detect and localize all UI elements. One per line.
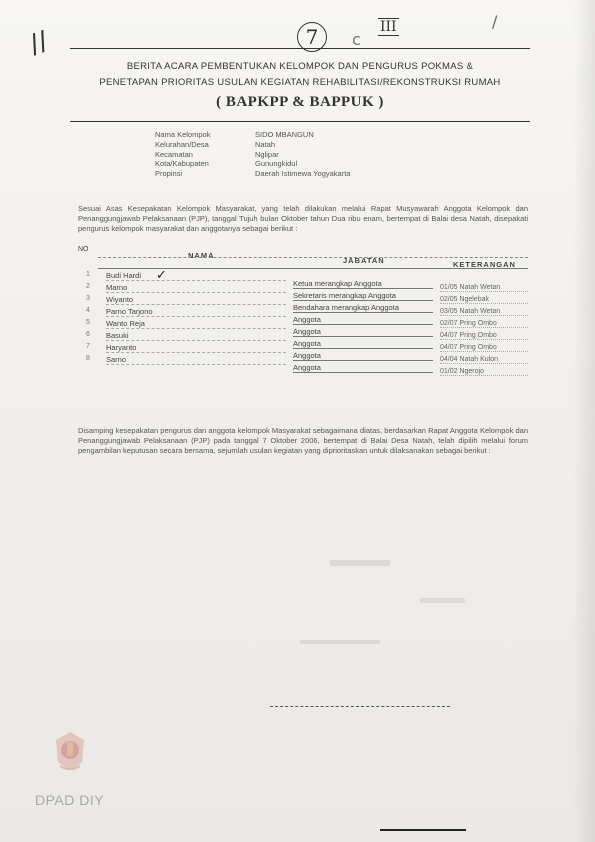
header-position: JABATAN: [343, 256, 385, 265]
info-row: [155, 130, 455, 140]
emblem-icon: [50, 728, 90, 778]
info-row: [155, 159, 455, 169]
row-number: 1: [86, 271, 90, 278]
archive-watermark: DPAD DIY: [35, 792, 105, 808]
faint-smudge: [330, 560, 390, 566]
member-remarks: 01/02 Ngerojo: [440, 368, 528, 376]
document-header: [70, 48, 530, 122]
page-edge-shadow: [573, 0, 595, 842]
row-number: 2: [86, 283, 90, 290]
row-number: 3: [86, 295, 90, 302]
faint-divider-line: [270, 706, 450, 707]
member-name: Wanto Reja: [106, 319, 286, 329]
header-name: NAMA: [188, 251, 215, 260]
info-value: Daerah Istimewa Yogyakarta: [255, 169, 351, 179]
info-value: Gunungkidul: [255, 159, 298, 169]
member-position: Anggota: [293, 363, 433, 373]
row-number: 4: [86, 307, 90, 314]
info-label: Kecamatan: [155, 149, 193, 159]
member-name: Basuki: [106, 331, 286, 341]
info-label: Kelurahan/Desa: [155, 139, 209, 149]
member-remarks: 04/07 Pring Ombo: [440, 344, 528, 352]
member-position: Anggota: [293, 327, 433, 337]
bottom-edge-mark: [380, 829, 466, 831]
row-number: 7: [86, 343, 90, 350]
info-row: [155, 140, 455, 150]
title-line-1: BERITA ACARA PEMBENTUKAN KELOMPOK DAN PENGURUS POKMAS &: [126, 61, 474, 72]
member-name: Marno: [106, 283, 286, 293]
handwritten-slash-mark: //: [25, 25, 53, 61]
member-name: Budi Hardi: [106, 271, 286, 281]
row-number: 8: [86, 355, 90, 362]
info-row: [155, 150, 455, 160]
member-position: Bendahara merangkap Anggota: [293, 303, 433, 313]
info-label: Kota/Kabupaten: [155, 159, 209, 169]
archive-logo: [50, 728, 90, 778]
member-position: Anggota: [293, 315, 433, 325]
member-name: Haryanto: [106, 343, 286, 353]
info-value: Nglipar: [255, 149, 279, 159]
table-row: [78, 355, 528, 375]
info-label: Propinsi: [155, 169, 183, 179]
member-name: Sarno: [106, 355, 286, 365]
faint-smudge: [420, 598, 465, 603]
member-name: Wiyanto: [106, 295, 286, 305]
info-value: Natah: [255, 139, 276, 149]
member-position: Sekretaris merangkap Anggota: [293, 291, 433, 301]
member-remarks: 02/05 Ngelebak: [440, 296, 528, 304]
corner-pen-mark: /: [492, 12, 498, 31]
info-row: [155, 169, 455, 179]
faint-smudge: [300, 640, 380, 644]
header-divider: [98, 257, 528, 258]
table-header: [78, 244, 528, 269]
header-no: NO: [78, 246, 89, 253]
roman-numeral-annotation: III: [380, 19, 397, 35]
member-remarks: 04/04 Natah Kulon: [440, 356, 528, 364]
member-position: Anggota: [293, 351, 433, 361]
group-info: [155, 130, 455, 179]
header-remarks: KETERANGAN: [453, 260, 516, 269]
handwritten-mark: c: [352, 30, 361, 49]
checkmark-icon: ✓: [156, 267, 167, 282]
member-remarks: 01/05 Natah Wetan: [440, 284, 528, 292]
intro-paragraph: Sesuai Asas Kesepakatan Kelompok Masyarakat, yang telah dilakukan melalui Rapat Musyawarah Anggota Kelompok dan Penanggungjawab Pelaksanaan (PJP), tanggal Tujuh bulan Oktober tahun Dua ribu enam, bertempat di Balai desa Natah, disepakati pengurus kelompok masyarakat dan anggotanya sebagai berikut :: [78, 204, 528, 233]
priority-paragraph: Disamping kesepakatan pengurus dan anggota kelompok Masyarakat sebagaimana diatas, berdasarkan Rapat Anggota Kelompok dan Penanggungjawab Pelaksanaan (PJP) pada tanggal 7 Oktober 2006, bertempat di Balai Desa Natah, telah dipilih melalui forum pengambilan keputusan secara bersama, sejumlah usulan kegiatan yang diprioritaskan untuk dilaksanakan sebagai berikut :: [78, 426, 528, 455]
member-name: Parno Tarjono: [106, 307, 286, 317]
member-position: Anggota: [293, 339, 433, 349]
info-value: SIDO MBANGUN: [255, 130, 314, 139]
title-acronym: ( BAPKPP & BAPPUK ): [216, 94, 384, 110]
member-remarks: 02/07 Pring Ombo: [440, 320, 528, 328]
info-label: Nama Kelompok: [155, 130, 211, 139]
title-line-2: PENETAPAN PRIORITAS USULAN KEGIATAN REHABILITASI/REKONSTRUKSI RUMAH: [99, 77, 501, 88]
circled-page-number: 7: [297, 22, 327, 52]
row-number: 6: [86, 331, 90, 338]
member-remarks: 04/07 Pring Ombo: [440, 332, 528, 340]
member-remarks: 03/05 Natah Wetan: [440, 308, 528, 316]
row-number: 5: [86, 319, 90, 326]
member-position: Ketua merangkap Anggota: [293, 279, 433, 289]
